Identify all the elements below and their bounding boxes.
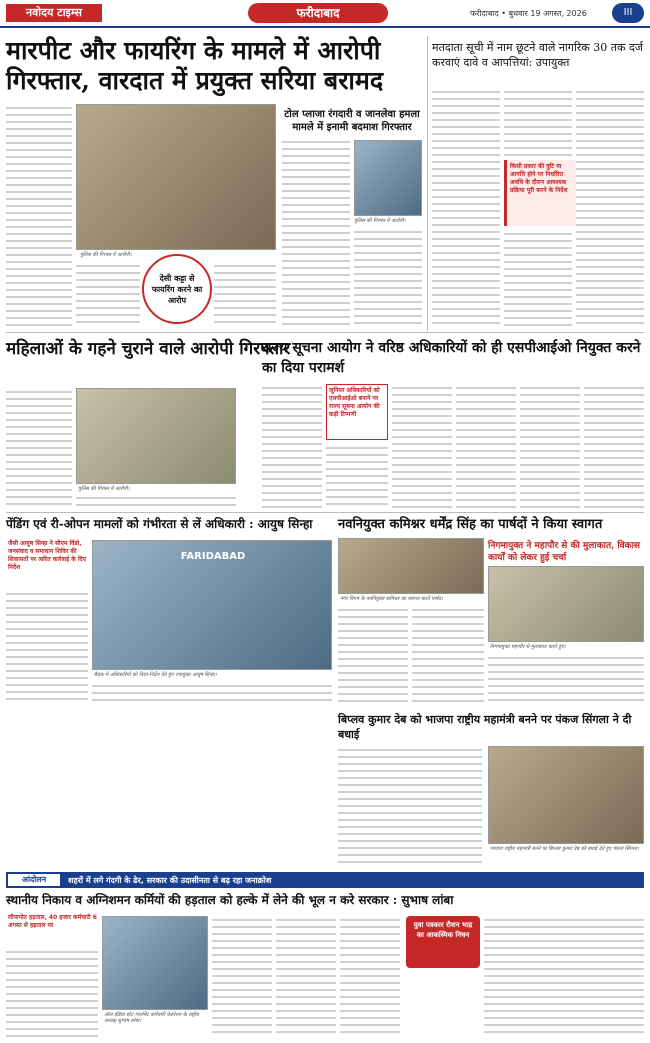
story10-body-col2 — [212, 916, 272, 1038]
story5-body-col3 — [392, 384, 452, 508]
section-rule-1 — [6, 332, 644, 333]
story5-body-col6 — [584, 384, 644, 508]
story2-body-col1 — [282, 138, 350, 328]
story8-photo — [488, 566, 644, 642]
story4-photo — [76, 388, 236, 484]
story2-photo-caption: पुलिस की गिरफ्त में आरोपी। — [354, 218, 406, 224]
story1-body-col1 — [6, 104, 72, 329]
story10-body-col3 — [276, 916, 336, 1038]
story5-callout-text: जूनियर अधिकारियों को एसपीआईओ बनाने पर राज्य सूचना आयोग की कड़ी टिप्पणी — [329, 387, 380, 418]
story7-photo — [338, 538, 484, 594]
story6-photo — [92, 540, 332, 670]
band-text: शहरों में लगे गंदगी के ढेर, सरकार की उदासीनता से बढ़ रहा जनाक्रोश — [68, 876, 272, 885]
story7-body-col1 — [338, 606, 408, 706]
story10-headline: स्थानीय निकाय व अग्निशमन कर्मियों की हड़ताल को हल्के में लेने की भूल न करे सरकार : सुभाष लांबा — [6, 893, 454, 907]
story10-subhead: लीपापोत हड़ताल, 40 हजार कर्मचारी 6 अगस्त से हड़ताल पर — [8, 914, 97, 929]
story1-body-col2 — [76, 262, 140, 328]
story1-headline: मारपीट और फायरिंग के मामले में आरोपी गिरफ्तार, वारदात में प्रयुक्त सरिया बरामद — [6, 36, 384, 95]
story1-quote-text: देसी कट्टा से फायरिंग करने का आरोप — [151, 273, 203, 305]
story4-body-col1 — [6, 388, 72, 508]
story2-headline: टोल प्लाजा रंगदारी व जानलेवा हमला मामले में इनामी बदमाश गिरफ्तार — [284, 109, 420, 133]
story5-body-col5 — [520, 384, 580, 508]
story6-photo-caption: बैठक में अधिकारियों को दिशा-निर्देश देते हुए उपायुक्त आयुष सिन्हा। — [94, 672, 217, 678]
dateline: फरीदाबाद • बुधवार 19 अगस्त, 2026 — [470, 9, 587, 18]
story4-headline: महिलाओं के गहने चुराने वाले आरोपी गिरफ्तार — [6, 339, 291, 359]
story7-body-col2 — [412, 606, 484, 706]
story9-headline: बिप्लव कुमार देब को भाजपा राष्ट्रीय महामंत्री बनने पर पंकज सिंगला ने दी बधाई — [338, 713, 632, 741]
story1-body-col3 — [214, 262, 276, 328]
story7-headline: नवनियुक्त कमिश्नर धर्मेंद्र सिंह का पार्षदों ने किया स्वागत — [338, 517, 603, 532]
section-rule-2 — [6, 512, 644, 513]
story5-body-col1 — [262, 384, 322, 508]
story6-body-col2 — [92, 682, 332, 704]
story4-photo-caption: पुलिस की गिरफ्त में आरोपी। — [78, 486, 130, 492]
story6-body-col1 — [6, 590, 88, 704]
story3-body-col2 — [504, 88, 572, 158]
story10-photo-caption: ऑल इंडिया स्टेट गवर्नमेंट कर्मचारी फेडरेशन के राष्ट्रीय अध्यक्ष सुभाष लांबा। — [104, 1012, 199, 1024]
story4-body-col2 — [76, 494, 236, 510]
story10-body-col1 — [6, 948, 98, 1038]
story3-headline: मतदाता सूची में नाम छूटने वाले नागरिक 30 तक दर्ज करवाएं दावे व आपत्तियां: उपायुक्त — [432, 41, 643, 69]
story8-body — [488, 654, 644, 706]
story5-callout — [326, 384, 388, 440]
page-number: III — [612, 3, 644, 23]
story7-photo-caption: नगर निगम के नवनियुक्त कमिश्नर का स्वागत करते पार्षद। — [340, 596, 443, 602]
story3-body-col1 — [432, 88, 500, 328]
section-band — [6, 872, 644, 888]
story9-body — [338, 746, 482, 866]
column-divider — [427, 36, 428, 331]
story6-photo-banner: FARIDABAD — [180, 551, 246, 562]
story6-subhead: जैसी आयुष सिन्हा ने सीएम विंडो, जनसंवाद व समाधान शिविर की शिकायतों पर त्वरित कार्रवाई के दिए निर्देश — [8, 540, 87, 571]
story8-headline: निगमायुक्त ने महापौर से की मुलाकात, विकास कार्यों को लेकर हुई चर्चा — [488, 541, 641, 563]
story1-quote-circle — [142, 254, 212, 324]
story2-photo — [354, 140, 422, 216]
band-label: आंदोलन — [8, 874, 60, 886]
story5-body-col4 — [456, 384, 516, 508]
story5-body-col2 — [326, 444, 388, 508]
story3-body-col3 — [576, 88, 644, 328]
story10-photo — [102, 916, 208, 1010]
obituary-body — [484, 916, 644, 1038]
story1-photo — [76, 104, 276, 250]
story3-callout — [504, 160, 576, 226]
story10-body-col4 — [340, 916, 400, 1038]
story9-photo-caption: भाजपा राष्ट्रीय महामंत्री बनने पर बिप्लव कुमार देब को बधाई देते हुए पंकज सिंगला। — [490, 846, 639, 852]
brand-logo: नवोदय टाइम्स — [6, 4, 102, 22]
story3-body-col2b — [504, 230, 572, 328]
page-header — [0, 0, 650, 28]
story6-headline: पेंडिंग एवं री-ओपन मामलों को गंभीरता से लें अधिकारी : आयुष सिन्हा — [6, 517, 313, 531]
story1-photo-caption: पुलिस की गिरफ्त में आरोपी। — [80, 252, 132, 258]
story2-body-col2 — [354, 228, 422, 328]
obituary-box — [406, 916, 480, 968]
story3-callout-text: किसी प्रकार की त्रुटि या आपत्ति होने पर निर्धारित अवधि के दौरान आवश्यक प्रक्रिया पूरी करने के निर्देश — [510, 163, 568, 194]
city-edition-label: फरीदाबाद — [248, 3, 388, 23]
story8-photo-caption: निगमायुक्त महापौर से मुलाकात करते हुए। — [490, 644, 566, 650]
story9-photo — [488, 746, 644, 844]
obituary-text: युवा पत्रकार रौशन भाद्र का आकस्मिक निधन — [413, 921, 473, 939]
story5-headline: राज्य सूचना आयोग ने वरिष्ठ अधिकारियों को ही एसपीआईओ नियुक्त करने का दिया परामर्श — [262, 340, 641, 376]
